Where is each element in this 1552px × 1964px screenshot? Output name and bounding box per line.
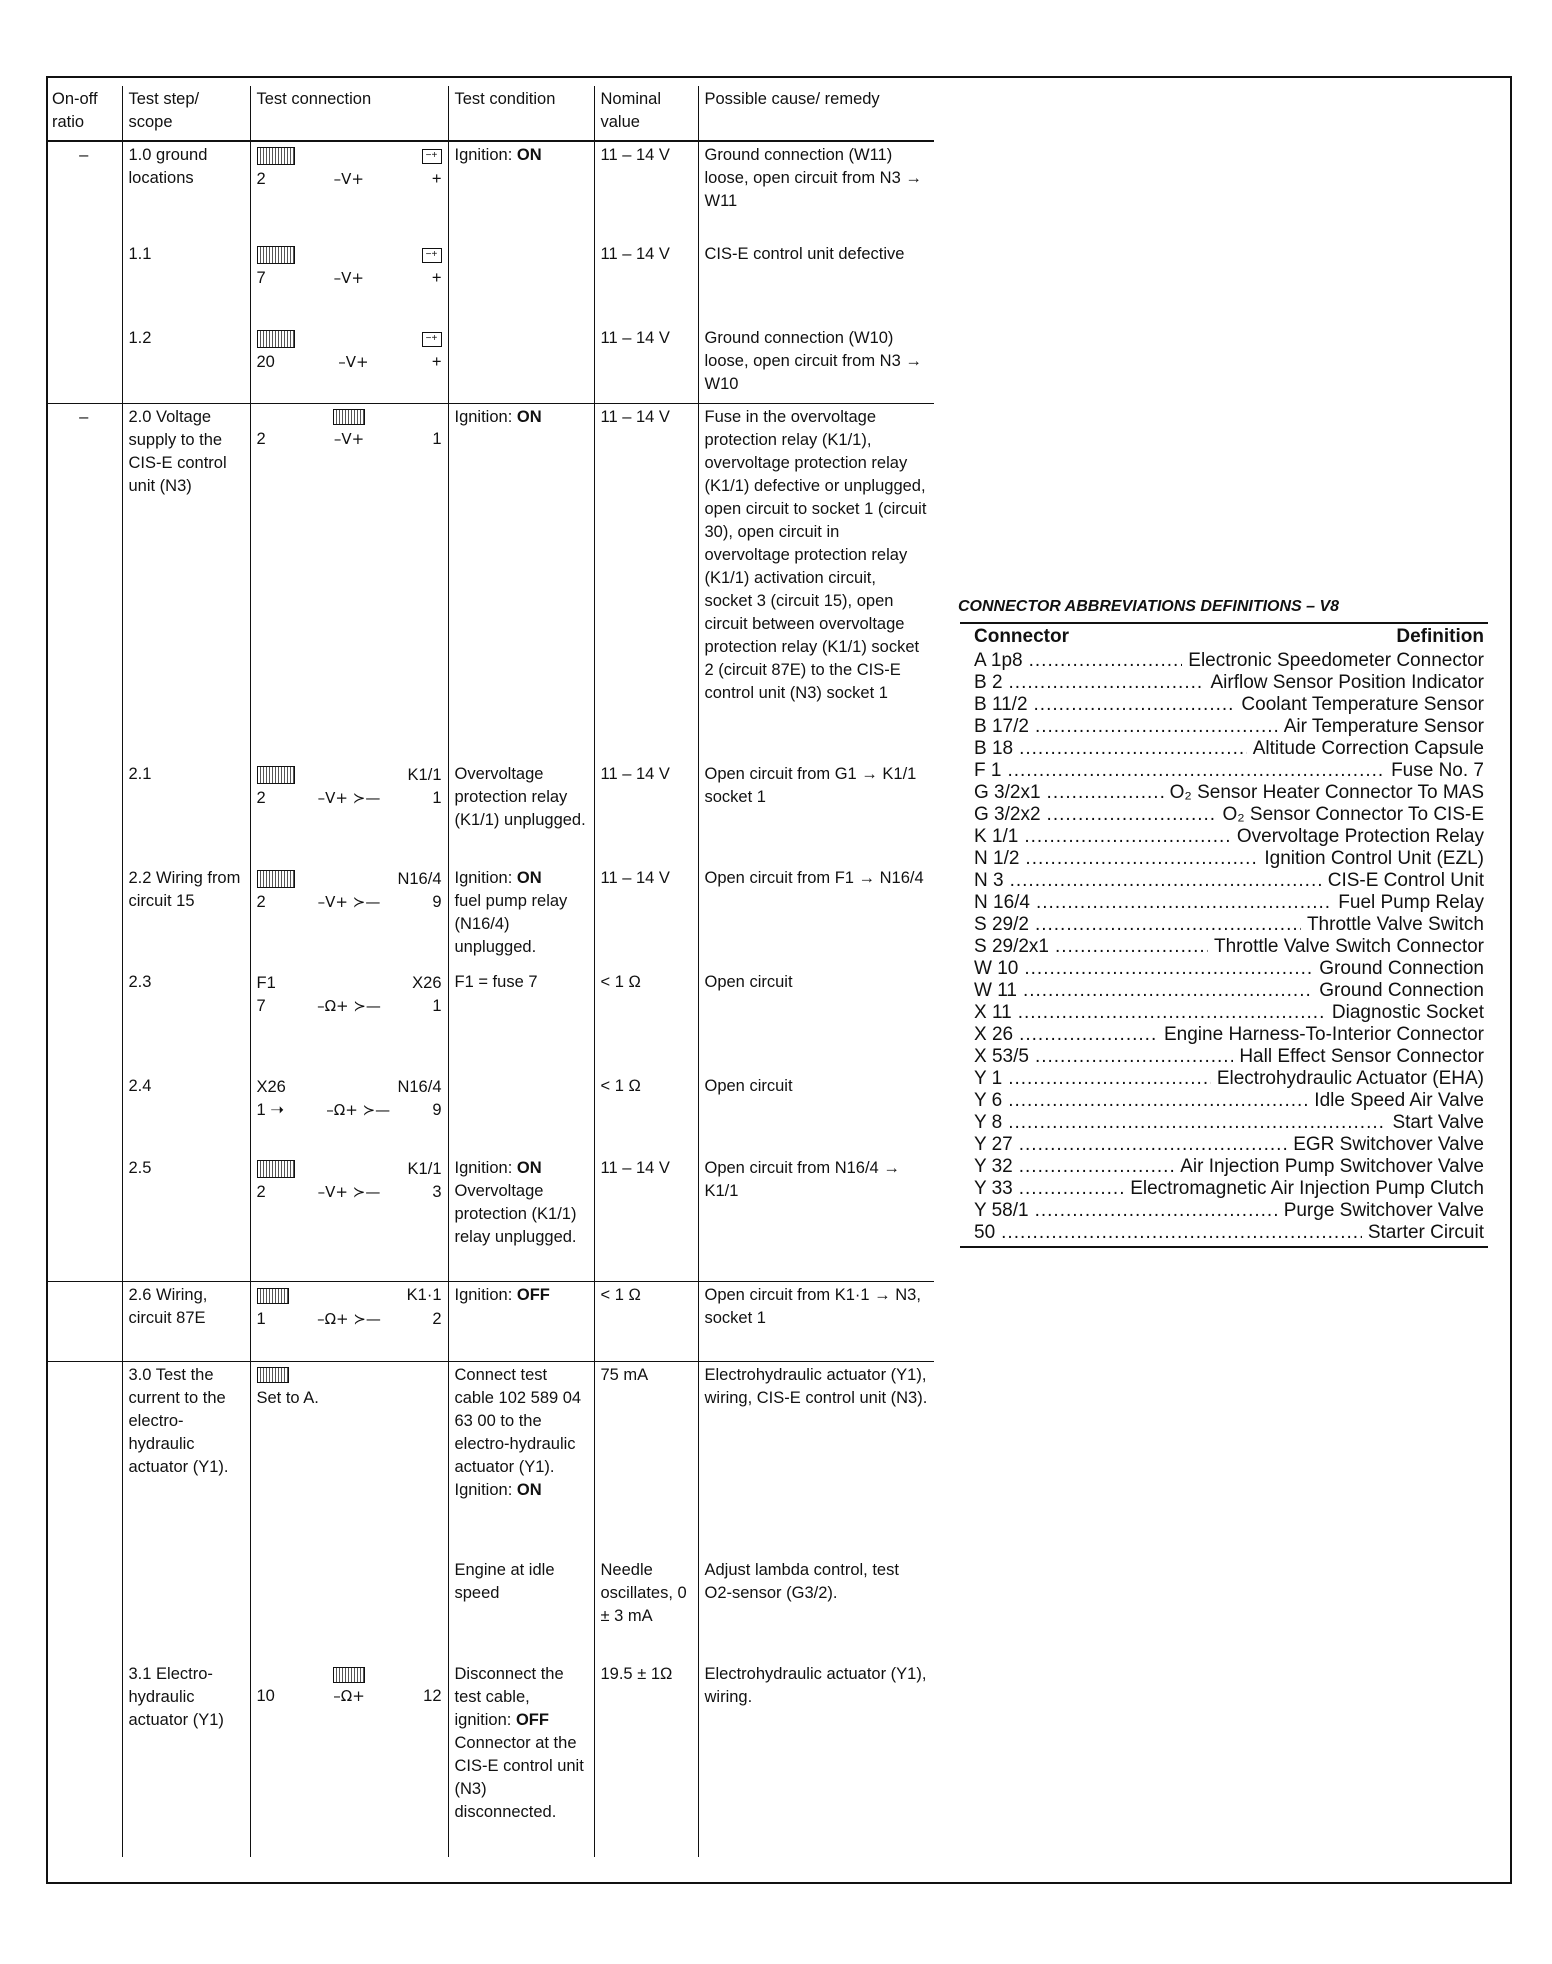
cell-nominal: < 1 Ω	[594, 1281, 698, 1361]
cell-ratio	[46, 1073, 122, 1155]
cell-cause: Open circuit	[698, 1073, 934, 1155]
definition-code: N 3	[974, 870, 1004, 891]
definition-row	[974, 716, 1484, 738]
leader-dots	[1025, 848, 1258, 870]
definition-name: Fuse No. 7	[1391, 760, 1484, 781]
definition-name: Starter Circuit	[1367, 1222, 1484, 1243]
cell-connection: 10 –Ω+ 12	[250, 1661, 448, 1857]
definition-row	[974, 760, 1484, 782]
leader-dots	[1018, 1002, 1326, 1024]
definition-code: W 10	[974, 958, 1019, 979]
leader-dots	[1034, 694, 1236, 716]
cell-step: 2.1	[122, 761, 250, 865]
definition-code: Y 33	[974, 1178, 1013, 1199]
definitions-col-definition: Definition	[1396, 626, 1484, 647]
cell-step: 3.0 Test the current to the electro-hydraulic actuator (Y1).	[122, 1361, 250, 1557]
leader-dots	[1023, 980, 1313, 1002]
header-condition: Test condition	[448, 86, 594, 141]
leader-dots	[1036, 892, 1332, 914]
cell-step	[122, 1557, 250, 1661]
definition-name: Engine Harness-To-Interior Connector	[1164, 1024, 1484, 1045]
definition-code: X 53/5	[974, 1046, 1029, 1067]
definition-code: W 11	[974, 980, 1017, 1001]
cell-step: 2.4	[122, 1073, 250, 1155]
ohmmeter-icon: –Ω+ ≻—	[317, 997, 381, 1015]
definition-row	[974, 1178, 1484, 1200]
cell-ratio	[46, 1557, 122, 1661]
cell-condition: Ignition: ON Overvoltage protection (K1/1) relay unplugged.	[448, 1155, 594, 1281]
definition-row	[974, 804, 1484, 826]
definitions-title: CONNECTOR ABBREVIATIONS DEFINITIONS – V8	[958, 598, 1340, 615]
table-row	[46, 141, 934, 241]
leader-dots	[1007, 760, 1385, 782]
table-header-row	[46, 86, 934, 141]
cell-ratio: –	[46, 403, 122, 761]
cell-ratio	[46, 969, 122, 1073]
leader-dots	[1047, 782, 1164, 804]
definition-row	[974, 1002, 1484, 1024]
definition-name: Idle Speed Air Valve	[1314, 1090, 1484, 1111]
leader-dots	[1055, 936, 1208, 958]
cell-step: 1.1	[122, 241, 250, 325]
cell-nominal: Needle oscillates, 0 ± 3 mA	[594, 1557, 698, 1661]
table-row	[46, 325, 934, 403]
header-cause: Possible cause/ remedy	[698, 86, 934, 141]
definition-row	[974, 1024, 1484, 1046]
cell-cause: CIS-E control unit defective	[698, 241, 934, 325]
cell-step: 2.0 Voltage supply to the CIS-E control unit (N3)	[122, 403, 250, 761]
definition-row	[974, 1222, 1484, 1244]
leader-dots	[1047, 804, 1217, 826]
cell-nominal: < 1 Ω	[594, 969, 698, 1073]
definition-name: Throttle Valve Switch Connector	[1214, 936, 1484, 957]
battery-icon: −+	[422, 332, 442, 347]
ohmmeter-icon: –Ω+ ≻—	[317, 1309, 381, 1328]
definition-code: Y 1	[974, 1068, 1003, 1089]
definition-name: Electrohydraulic Actuator (EHA)	[1216, 1068, 1484, 1089]
definition-name: Throttle Valve Switch	[1306, 914, 1484, 935]
definition-name: Start Valve	[1392, 1112, 1484, 1133]
cell-nominal: 11 – 14 V	[594, 403, 698, 761]
test-socket-icon	[257, 1288, 289, 1304]
cell-nominal: < 1 Ω	[594, 1073, 698, 1155]
cell-nominal: 11 – 14 V	[594, 325, 698, 403]
definition-row	[974, 1046, 1484, 1068]
cell-condition: Ignition: OFF	[448, 1281, 594, 1361]
definition-row	[974, 980, 1484, 1002]
definition-code: K 1/1	[974, 826, 1019, 847]
test-socket-icon	[257, 766, 295, 784]
cell-cause: Fuse in the overvoltage protection relay (K1/1), overvoltage protection relay (K1/1) defective or unplugged, open circuit to socket 1 (circuit 30), open circuit in overvoltage protection relay (K1/1) activation circuit, socket 3 (circuit 15), open circuit between overvoltage protection relay (K1/1) socket 2 (circuit 87E) to the CIS-E control unit (N3) socket 1	[698, 403, 934, 761]
definition-row	[974, 650, 1484, 672]
voltmeter-icon: –V+	[333, 269, 364, 287]
definition-name: Ignition Control Unit (EZL)	[1264, 848, 1484, 869]
cell-connection: −+ 7 –V+ +	[250, 241, 448, 325]
definition-code: B 2	[974, 672, 1003, 693]
header-step: Test step/ scope	[122, 86, 250, 141]
definition-code: A 1p8	[974, 650, 1023, 671]
cell-step: 1.2	[122, 325, 250, 403]
definition-name: Air Injection Pump Switchover Valve	[1180, 1156, 1484, 1177]
table-row	[46, 241, 934, 325]
definition-name: Airflow Sensor Position Indicator	[1210, 672, 1484, 693]
definition-name: Electromagnetic Air Injection Pump Clutch	[1130, 1178, 1484, 1199]
header-ratio: On-off ratio	[46, 86, 122, 141]
leader-dots	[1008, 1090, 1308, 1112]
cell-ratio	[46, 865, 122, 969]
leader-dots	[1008, 1112, 1386, 1134]
definition-name: Altitude Correction Capsule	[1252, 738, 1484, 759]
cell-ratio: –	[79, 146, 89, 164]
definition-name: Air Temperature Sensor	[1283, 716, 1484, 737]
voltmeter-icon: –V+	[333, 429, 365, 448]
cell-ratio	[46, 325, 122, 403]
definition-row	[974, 1068, 1484, 1090]
cell-cause: Ground connection (W11) loose, open circuit from N3 → W11	[698, 141, 934, 241]
cell-nominal: 19.5 ± 1Ω	[594, 1661, 698, 1857]
ohmmeter-icon: –Ω+	[333, 1687, 365, 1705]
test-socket-icon	[257, 870, 295, 888]
definitions-list	[960, 650, 1488, 1248]
cell-cause: Ground connection (W10) loose, open circuit from N3 → W10	[698, 325, 934, 403]
cell-condition	[448, 241, 594, 325]
definition-name: Purge Switchover Valve	[1283, 1200, 1484, 1221]
definition-row	[974, 1134, 1484, 1156]
table-row	[46, 403, 934, 761]
definition-code: 50	[974, 1222, 996, 1243]
definition-name: CIS-E Control Unit	[1327, 870, 1484, 891]
table-row	[46, 1281, 934, 1361]
leader-dots	[1035, 914, 1301, 936]
definition-name: EGR Switchover Valve	[1293, 1134, 1484, 1155]
cell-connection: K1/1 2 –V+ ≻— 3	[250, 1155, 448, 1281]
definition-code: Y 32	[974, 1156, 1013, 1177]
cell-cause: Open circuit from F1 → N16/4	[698, 865, 934, 969]
definition-code: B 11/2	[974, 694, 1028, 715]
definition-code: G 3/2x2	[974, 804, 1041, 825]
cell-ratio	[46, 761, 122, 865]
battery-icon: −+	[422, 149, 442, 164]
cell-connection: 2 –V+ 1	[250, 403, 448, 761]
cell-step: 2.2 Wiring from circuit 15	[122, 865, 250, 969]
test-socket-icon	[257, 330, 295, 348]
definition-name: Ground Connection	[1319, 958, 1484, 979]
definition-code: N 16/4	[974, 892, 1030, 913]
test-table	[46, 86, 934, 1857]
definitions-header	[960, 622, 1488, 650]
leader-dots	[1019, 1134, 1287, 1156]
table-row	[46, 969, 934, 1073]
definition-code: S 29/2	[974, 914, 1029, 935]
table-row	[46, 1361, 934, 1557]
definition-name: Diagnostic Socket	[1331, 1002, 1484, 1023]
leader-dots	[1019, 1178, 1124, 1200]
cell-nominal: 11 – 14 V	[594, 1155, 698, 1281]
definition-code: Y 6	[974, 1090, 1003, 1111]
voltmeter-icon: –V+ ≻—	[317, 893, 381, 911]
definition-code: B 18	[974, 738, 1014, 759]
definition-code: Y 58/1	[974, 1200, 1029, 1221]
cell-condition	[448, 1073, 594, 1155]
leader-dots	[1010, 870, 1322, 892]
leader-dots	[1029, 650, 1183, 672]
definition-code: S 29/2x1	[974, 936, 1049, 957]
cell-connection: K1/1 2 –V+ ≻— 1	[250, 761, 448, 865]
cell-condition: Disconnect the test cable, ignition: OFF Connector at the CIS-E control unit (N3) disconnected.	[448, 1661, 594, 1857]
table-row	[46, 865, 934, 969]
leader-dots	[1024, 958, 1313, 980]
header-nominal: Nominal value	[594, 86, 698, 141]
definition-code: Y 8	[974, 1112, 1003, 1133]
cell-step: 1.0 ground locations	[122, 141, 250, 241]
definition-name: O₂ Sensor Heater Connector To MAS	[1169, 782, 1484, 803]
cell-cause: Open circuit from G1 → K1/1 socket 1	[698, 761, 934, 865]
cell-condition: Engine at idle speed	[448, 1557, 594, 1661]
voltmeter-icon: –V+ ≻—	[317, 789, 381, 807]
definition-row	[974, 782, 1484, 804]
cell-condition: Overvoltage protection relay (K1/1) unplugged.	[448, 761, 594, 865]
table-row	[46, 1073, 934, 1155]
leader-dots	[1019, 738, 1247, 760]
definition-row	[974, 936, 1484, 958]
cell-condition: Connect test cable 102 589 04 63 00 to the electro-hydraulic actuator (Y1). Ignition: ON	[448, 1361, 594, 1557]
cell-condition: Ignition: ON fuel pump relay (N16/4) unplugged.	[448, 865, 594, 969]
leader-dots	[1035, 716, 1278, 738]
test-socket-icon	[257, 246, 295, 264]
cell-connection: Set to A.	[250, 1361, 448, 1557]
definition-name: Hall Effect Sensor Connector	[1239, 1046, 1484, 1067]
table-row	[46, 1661, 934, 1857]
cell-connection	[250, 1557, 448, 1661]
cell-step: 2.5	[122, 1155, 250, 1281]
cell-connection: −+ 20 –V+ +	[250, 325, 448, 403]
test-socket-icon	[257, 1160, 295, 1178]
definition-row	[974, 1156, 1484, 1178]
leader-dots	[1008, 1068, 1211, 1090]
cell-condition: F1 = fuse 7	[448, 969, 594, 1073]
cell-connection: F1 X26 7 –Ω+ ≻— 1	[250, 969, 448, 1073]
definition-row	[974, 958, 1484, 980]
definition-row	[974, 848, 1484, 870]
cell-cause: Electrohydraulic actuator (Y1), wiring, CIS-E control unit (N3).	[698, 1361, 934, 1557]
definition-row	[974, 914, 1484, 936]
cell-step: 2.3	[122, 969, 250, 1073]
definition-row	[974, 672, 1484, 694]
definitions-col-connector: Connector	[974, 626, 1069, 647]
test-socket-icon	[333, 1667, 365, 1683]
definition-code: N 1/2	[974, 848, 1020, 869]
header-connection: Test connection	[250, 86, 448, 141]
definition-code: B 17/2	[974, 716, 1029, 737]
test-socket-icon	[333, 409, 365, 425]
cell-nominal: 11 – 14 V	[594, 865, 698, 969]
cell-nominal: 11 – 14 V	[594, 241, 698, 325]
table-row	[46, 1557, 934, 1661]
definition-row	[974, 892, 1484, 914]
leader-dots	[1001, 1222, 1362, 1244]
cell-ratio	[46, 1361, 122, 1557]
definition-row	[974, 1090, 1484, 1112]
definition-code: F 1	[974, 760, 1002, 781]
definition-name: Coolant Temperature Sensor	[1241, 694, 1484, 715]
definition-code: G 3/2x1	[974, 782, 1041, 803]
table-row	[46, 761, 934, 865]
test-socket-icon	[257, 147, 295, 165]
definition-name: Ground Connection	[1319, 980, 1484, 1001]
leader-dots	[1035, 1200, 1278, 1222]
cell-nominal: 75 mA	[594, 1361, 698, 1557]
cell-ratio	[46, 1281, 122, 1361]
cell-ratio	[46, 1155, 122, 1281]
definition-code: X 11	[974, 1002, 1012, 1023]
definition-name: O₂ Sensor Connector To CIS-E	[1222, 804, 1484, 825]
cell-cause: Open circuit from K1·1 → N3, socket 1	[698, 1281, 934, 1361]
definition-name: Overvoltage Protection Relay	[1236, 826, 1484, 847]
cell-nominal: 11 – 14 V	[594, 141, 698, 241]
cell-ratio	[46, 241, 122, 325]
connector-definitions	[960, 596, 1488, 1248]
cell-cause: Open circuit from N16/4 → K1/1	[698, 1155, 934, 1281]
definition-row	[974, 694, 1484, 716]
definition-code: Y 27	[974, 1134, 1013, 1155]
definition-name: Electronic Speedometer Connector	[1188, 650, 1484, 671]
definition-name: Fuel Pump Relay	[1338, 892, 1484, 913]
cell-condition: Ignition: ON	[448, 141, 594, 241]
definition-row	[974, 1112, 1484, 1134]
leader-dots	[1019, 1156, 1174, 1178]
leader-dots	[1009, 672, 1205, 694]
cell-cause: Electrohydraulic actuator (Y1), wiring.	[698, 1661, 934, 1857]
definition-code: X 26	[974, 1024, 1014, 1045]
definition-row	[974, 738, 1484, 760]
battery-icon: −+	[422, 248, 442, 263]
definition-row	[974, 826, 1484, 848]
definition-row	[974, 1200, 1484, 1222]
cell-connection: N16/4 2 –V+ ≻— 9	[250, 865, 448, 969]
cell-condition	[448, 325, 594, 403]
voltmeter-icon: –V+	[333, 170, 364, 188]
cell-cause: Open circuit	[698, 969, 934, 1073]
voltmeter-icon: –V+ ≻—	[317, 1183, 381, 1201]
leader-dots	[1019, 1024, 1158, 1046]
table-row	[46, 1155, 934, 1281]
leader-dots	[1024, 826, 1231, 848]
voltmeter-icon: –V+	[338, 353, 369, 371]
cell-connection: K1·1 1 –Ω+ ≻— 2	[250, 1281, 448, 1361]
cell-step: 2.6 Wiring, circuit 87E	[122, 1281, 250, 1361]
cell-step: 3.1 Electro-hydraulic actuator (Y1)	[122, 1661, 250, 1857]
cell-cause: Adjust lambda control, test O2-sensor (G3/2).	[698, 1557, 934, 1661]
cell-nominal: 11 – 14 V	[594, 761, 698, 865]
multimeter-icon	[257, 1367, 289, 1383]
cell-condition: Ignition: ON	[448, 403, 594, 761]
definition-row	[974, 870, 1484, 892]
cell-connection: X26 N16/4 1 ➝ –Ω+ ≻— 9	[250, 1073, 448, 1155]
leader-dots	[1035, 1046, 1233, 1068]
cell-connection: −+ 2 –V+ +	[250, 141, 448, 241]
cell-ratio	[46, 1661, 122, 1857]
ohmmeter-icon: –Ω+ ≻—	[326, 1101, 391, 1119]
